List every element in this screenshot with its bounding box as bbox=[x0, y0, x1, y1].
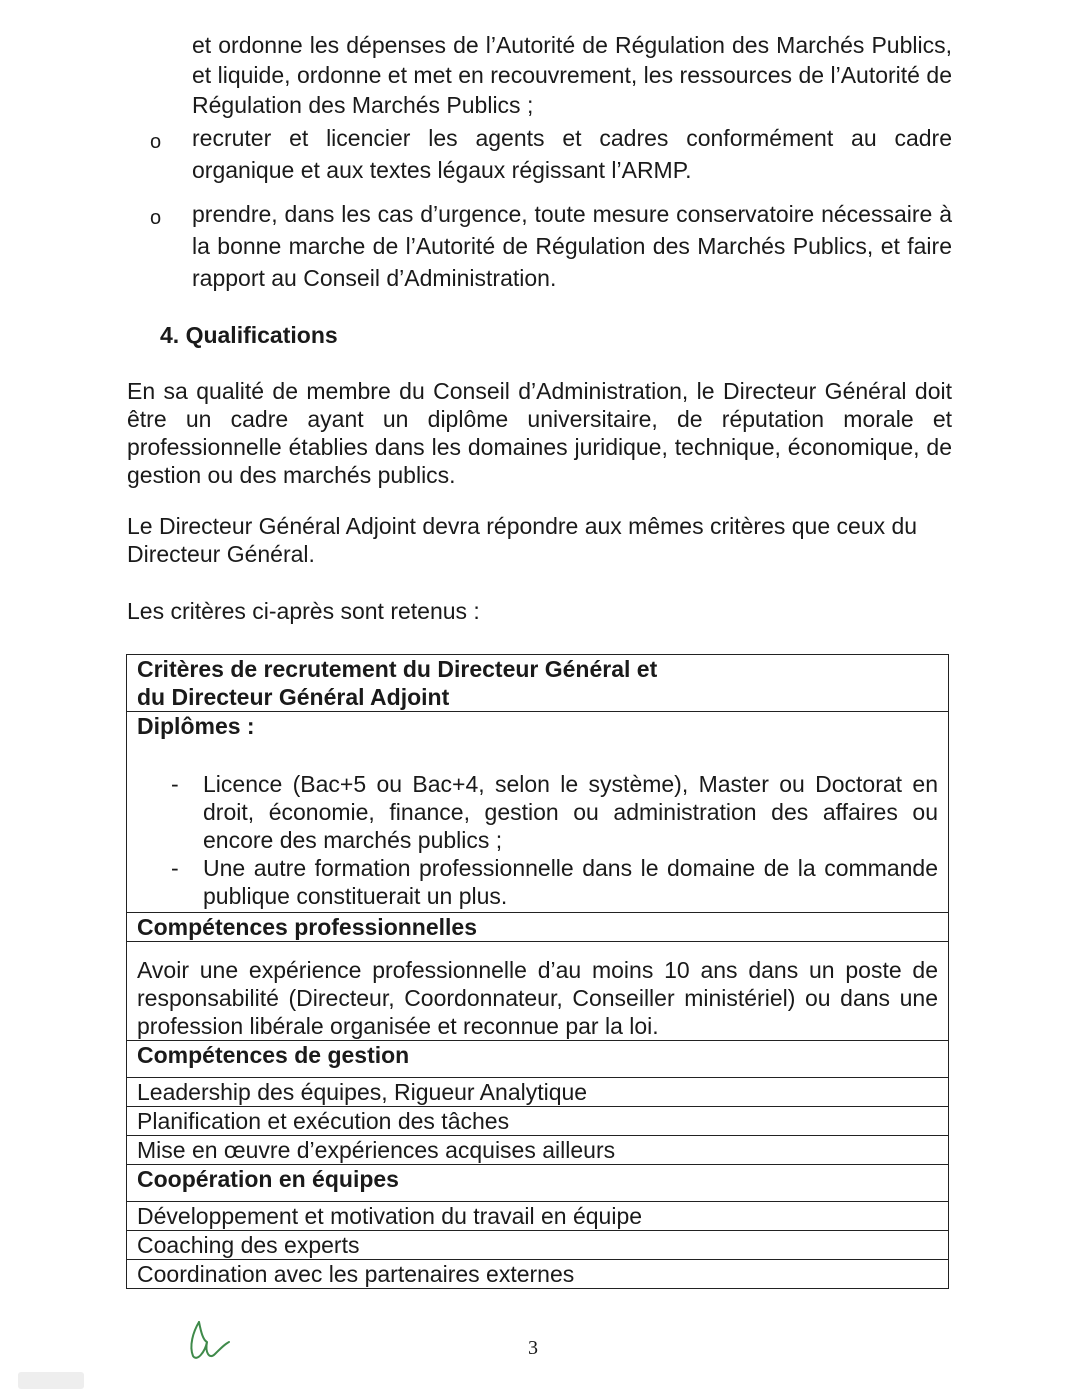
cooperation-header: Coopération en équipes bbox=[127, 1165, 949, 1202]
diplomes-cell bbox=[127, 712, 949, 913]
competences-pro-header: Compétences professionnelles bbox=[127, 913, 949, 942]
table-cell: Mise en œuvre d’expériences acquises ailleurs bbox=[127, 1136, 949, 1165]
continuation-paragraph: et ordonne les dépenses de l’Autorité de Régulation des Marchés Publics, et liquide, ordonne et met en recouvrement, les ressources de l’Autorité de Régulation des Marchés Publics ; bbox=[192, 32, 952, 118]
bullet-text: recruter et licencier les agents et cadres conformément au cadre organique et aux textes légaux régissant l’ARMP. bbox=[192, 125, 952, 183]
diplomes-list bbox=[137, 770, 938, 910]
list-item: - Licence (Bac+5 ou Bac+4, selon le système), Master ou Doctorat en droit, économie, finance, gestion ou administration des affaires ou encore des marchés publics ; bbox=[137, 770, 938, 854]
table-row bbox=[127, 655, 949, 712]
table-cell: Coordination avec les partenaires externes bbox=[127, 1260, 949, 1289]
section-number: 4. bbox=[160, 322, 180, 348]
table-row bbox=[127, 942, 949, 1041]
bullet-marker: o bbox=[150, 207, 162, 229]
scan-artifact bbox=[18, 1372, 84, 1389]
table-row bbox=[127, 1136, 949, 1165]
table-row bbox=[127, 1202, 949, 1231]
table-row bbox=[127, 1231, 949, 1260]
table-cell: Planification et exécution des tâches bbox=[127, 1107, 949, 1136]
table-row bbox=[127, 1078, 949, 1107]
table-row bbox=[127, 712, 949, 913]
page-number: 3 bbox=[528, 1337, 538, 1359]
section-title: Qualifications bbox=[185, 322, 338, 348]
table-row bbox=[127, 1260, 949, 1289]
table-title-line: du Directeur Général Adjoint bbox=[137, 684, 450, 710]
competences-pro-text: Avoir une expérience professionnelle d’au moins 10 ans dans un poste de responsabilité (Directeur, Coordonnateur, Conseiller ministériel) ou dans une profession libérale organisée et reconnue par la loi. bbox=[127, 942, 949, 1041]
criteria-intro: Les critères ci-après sont retenus : bbox=[127, 598, 480, 624]
table-title-line: Critères de recrutement du Directeur Général et bbox=[137, 656, 658, 682]
diplomes-header: Diplômes : bbox=[137, 713, 255, 739]
bullet-item bbox=[150, 122, 952, 186]
table-row bbox=[127, 1165, 949, 1202]
table-row bbox=[127, 1041, 949, 1078]
bullet-marker: o bbox=[150, 131, 162, 153]
handwritten-initial bbox=[185, 1318, 233, 1362]
bullet-item bbox=[150, 198, 952, 294]
qualification-paragraph: En sa qualité de membre du Conseil d’Administration, le Directeur Général doit être un cadre ayant un diplôme universitaire, de réputation morale et professionnelle établies dans les domaines juridique, technique, économique, de gestion ou des marchés publics. bbox=[127, 378, 952, 488]
section-heading bbox=[160, 322, 338, 349]
list-item: - Une autre formation professionnelle dans le domaine de la commande publique constituerait un plus. bbox=[137, 854, 938, 910]
table-cell: Leadership des équipes, Rigueur Analytique bbox=[127, 1078, 949, 1107]
table-row bbox=[127, 1107, 949, 1136]
adjoint-paragraph: Le Directeur Général Adjoint devra répondre aux mêmes critères que ceux du Directeur Général. bbox=[127, 513, 918, 567]
table-cell: Développement et motivation du travail en équipe bbox=[127, 1202, 949, 1231]
bullet-text: prendre, dans les cas d’urgence, toute mesure conservatoire nécessaire à la bonne marche de l’Autorité de Régulation des Marchés Publics, et faire rapport au Conseil d’Administration. bbox=[192, 201, 952, 291]
table-row bbox=[127, 913, 949, 942]
criteria-table bbox=[126, 654, 949, 1289]
table-title-cell bbox=[127, 655, 949, 712]
table-cell: Coaching des experts bbox=[127, 1231, 949, 1260]
competences-gestion-header: Compétences de gestion bbox=[127, 1041, 949, 1078]
